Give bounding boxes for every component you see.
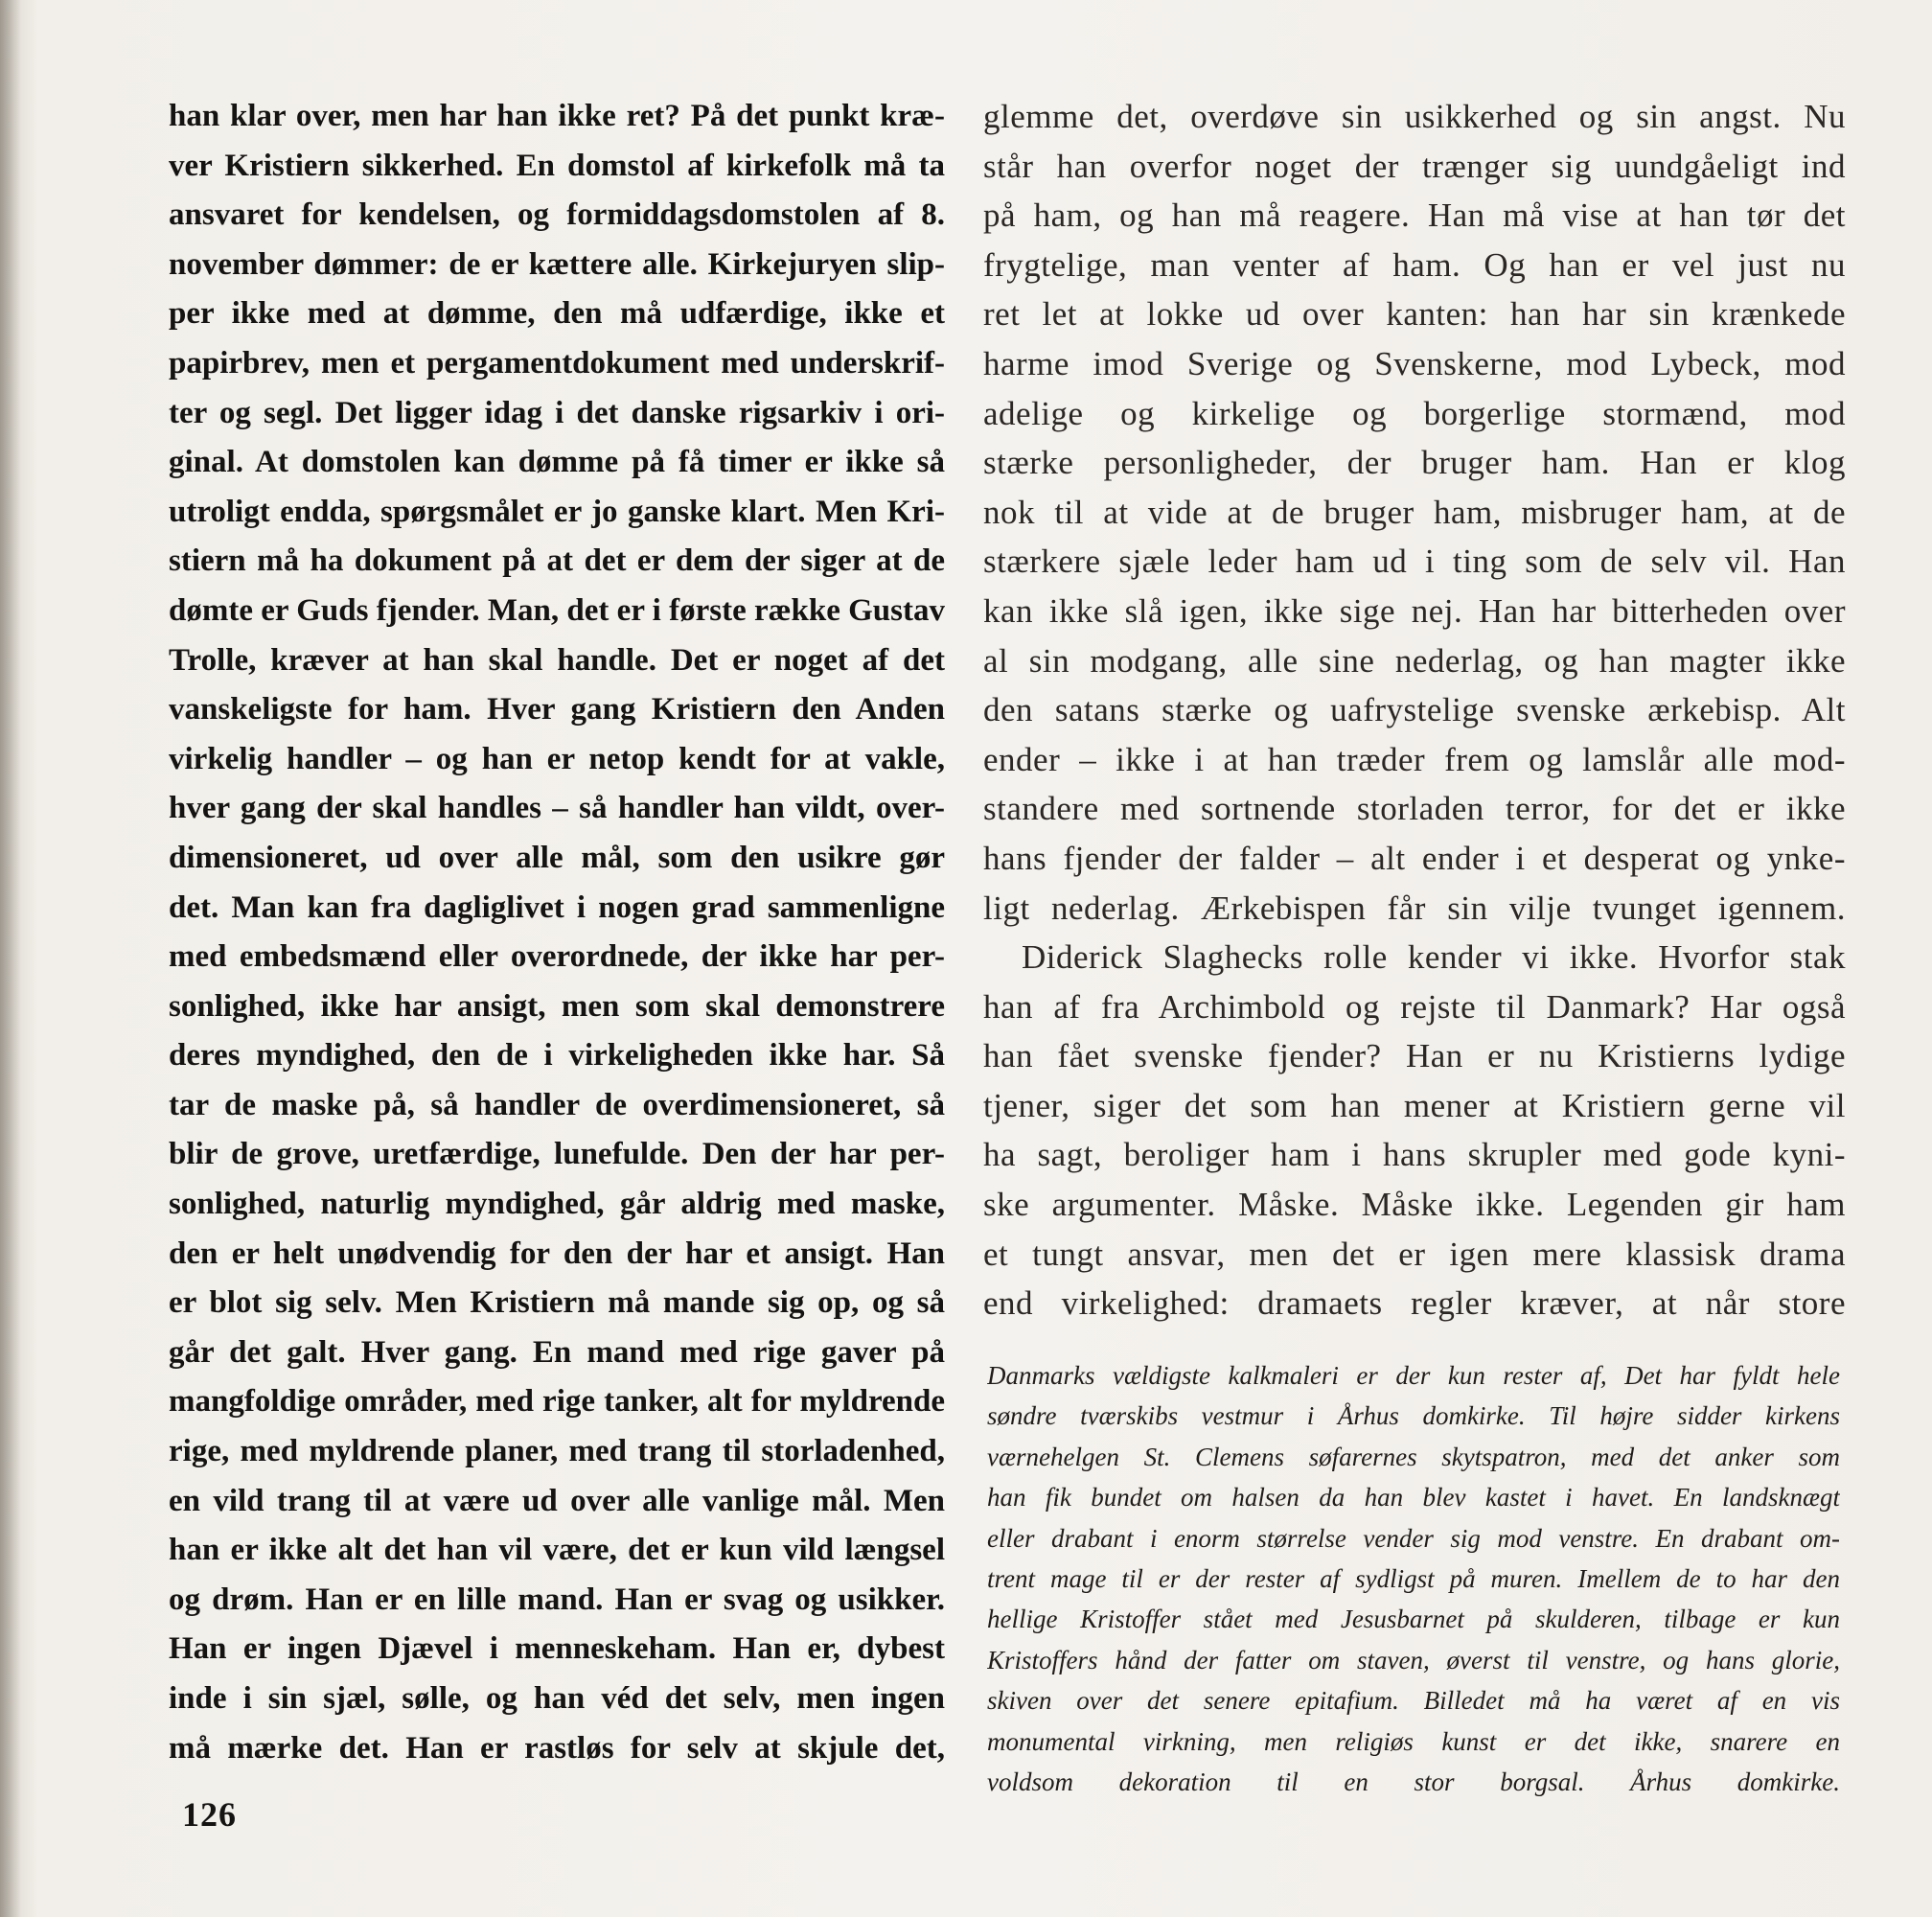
- left-text-column: [169, 92, 945, 1773]
- text-line: hans fjender der falder – alt ender i et desperat og ynke-: [983, 839, 1846, 877]
- right-text-column: [983, 92, 1846, 1328]
- text-line: ver Kristiern sikkerhed. En domstol af kirkefolk må ta: [169, 148, 945, 183]
- text-line: ansvaret for kendelsen, og formiddagsdomstolen af 8.: [169, 197, 945, 233]
- text-line: han af fra Archimbold og rejste til Danmark? Har også: [983, 987, 1846, 1026]
- caption-line: Kristoffers hånd der fatter om staven, øverst til venstre, og hans glorie,: [987, 1645, 1840, 1674]
- text-line: adelige og kirkelige og borgerlige stormænd, mod: [983, 394, 1846, 432]
- text-line: med embedsmænd eller overordnede, der ikke har per-: [169, 939, 945, 975]
- text-line: kan ikke slå igen, ikke sige nej. Han har bitterheden over: [983, 591, 1846, 630]
- text-line: han fået svenske fjender? Han er nu Kristierns lydige: [983, 1037, 1846, 1075]
- text-line: ligt nederlag. Ærkebispen får sin vilje tvunget igennem.: [983, 889, 1846, 927]
- text-line: Han er ingen Djævel i menneskeham. Han er, dybest: [169, 1631, 945, 1667]
- text-line: utroligt endda, spørgsmålet er jo ganske klart. Men Kri-: [169, 494, 945, 529]
- text-line: og drøm. Han er en lille mand. Han er svag og usikker.: [169, 1582, 945, 1617]
- caption-line: voldsom dekoration til en stor borgsal. Århus domkirke.: [987, 1767, 1840, 1796]
- text-line: dømte er Guds fjender. Man, det er i første række Gustav: [169, 592, 945, 628]
- text-line: rige, med myldrende planer, med trang til storladenhed,: [169, 1434, 945, 1469]
- text-line: stærkere sjæle leder ham ud i ting som de selv vil. Han: [983, 543, 1846, 581]
- text-line: er blot sig selv. Men Kristiern må mande sig op, og så: [169, 1285, 945, 1321]
- text-line: stærke personligheder, der bruger ham. Han er klog: [983, 444, 1846, 482]
- text-line: ha sagt, beroliger ham i hans skrupler med gode kyni-: [983, 1136, 1846, 1174]
- text-line: glemme det, overdøve sin usikkerhed og sin angst. Nu: [983, 98, 1846, 135]
- page-number: 126: [182, 1795, 237, 1834]
- text-line: ginal. At domstolen kan dømme på få timer er ikke så: [169, 445, 945, 480]
- text-line: al sin modgang, alle sine nederlag, og han magter ikke: [983, 641, 1846, 680]
- text-line: ender – ikke i at han træder frem og lamslår alle mod-: [983, 740, 1846, 778]
- caption-line: hellige Kristoffer stået med Jesusbarnet på skulderen, tilbage er kun: [987, 1605, 1840, 1634]
- text-line: dimensioneret, ud over alle mål, som den usikre gør: [169, 840, 945, 875]
- caption-line: eller drabant i enorm størrelse vender sig mod venstre. En drabant om-: [987, 1523, 1840, 1553]
- text-line: vanskeligste for ham. Hver gang Kristiern den Anden: [169, 692, 945, 728]
- text-line: går det galt. Hver gang. En mand med rige gaver på: [169, 1334, 945, 1370]
- text-line: han klar over, men har han ikke ret? På det punkt kræ-: [169, 99, 945, 133]
- text-line: tjener, siger det som han mener at Kristiern gerne vil: [983, 1086, 1846, 1124]
- text-line: det. Man kan fra dagliglivet i nogen grad sammenligne: [169, 889, 945, 925]
- text-line: stiern må ha dokument på at det er dem der siger at de: [169, 543, 945, 579]
- caption-line: søndre tværskibs vestmur i Århus domkirke. Til højre sidder kirkens: [987, 1401, 1840, 1431]
- text-line: per ikke med at dømme, den må udfærdige, ikke et: [169, 296, 945, 332]
- text-line: blir de grove, uretfærdige, lunefulde. Den der har per-: [169, 1137, 945, 1172]
- text-line: Trolle, kræver at han skal handle. Det er noget af det: [169, 642, 945, 678]
- text-line: inde i sin sjæl, sølle, og han véd det selv, men ingen: [169, 1681, 945, 1716]
- text-line: mangfoldige områder, med rige tanker, alt for myldrende: [169, 1384, 945, 1420]
- text-line: virkelig handler – og han er netop kendt for at vakle,: [169, 741, 945, 776]
- text-line: sonlighed, naturlig myndighed, går aldrig med maske,: [169, 1187, 945, 1222]
- caption-line: trent mage til er der rester af sydligst på muren. Imellem de to har den: [987, 1563, 1840, 1593]
- text-line: en vild trang til at være ud over alle vanlige mål. Men: [169, 1483, 945, 1518]
- caption-line: Danmarks vældigste kalkmaleri er der kun rester af, Det har fyldt hele: [987, 1361, 1840, 1390]
- text-line: ret let at lokke ud over kanten: han har sin krænkede: [983, 295, 1846, 334]
- caption-line: skiven over det senere epitafium. Billedet må ha været af en vis: [987, 1686, 1840, 1716]
- text-line: nok til at vide at de bruger ham, misbruger ham, at de: [983, 493, 1846, 531]
- text-line: på ham, og han må reagere. Han må vise at han tør det: [983, 196, 1846, 235]
- caption-line: værnehelgen St. Clemens søfarernes skytspatron, med det anker som: [987, 1442, 1840, 1471]
- text-line: et tungt ansvar, men det er igen mere klassisk drama: [983, 1235, 1846, 1273]
- text-line: ske argumenter. Måske. Måske ikke. Legenden gir ham: [983, 1186, 1846, 1224]
- text-line: november dømmer: de er kættere alle. Kirkejuryen slip-: [169, 246, 945, 282]
- text-line: står han overfor noget der trænger sig uundgåeligt ind: [983, 147, 1846, 185]
- text-line: deres myndighed, den de i virkeligheden ikke har. Så: [169, 1038, 945, 1074]
- caption-line: monumental virkning, men religiøs kunst er det ikke, snarere en: [987, 1726, 1840, 1756]
- text-line: han er ikke alt det han vil være, det er kun vild længsel: [169, 1533, 945, 1568]
- text-line: hver gang der skal handles – så handler han vildt, over-: [169, 791, 945, 826]
- text-line: frygtelige, man venter af ham. Og han er vel just nu: [983, 245, 1846, 284]
- text-line: den er helt unødvendig for den der har et ansigt. Han: [169, 1236, 945, 1271]
- text-line: må mærke det. Han er rastløs for selv at skjule det,: [169, 1730, 945, 1766]
- text-line: den satans stærke og uafrystelige svenske ærkebisp. Alt: [983, 691, 1846, 729]
- text-line: papirbrev, men et pergamentdokument med underskrif-: [169, 345, 945, 381]
- image-caption: [987, 1355, 1840, 1802]
- text-line: harme imod Sverige og Svenskerne, mod Lybeck, mod: [983, 344, 1846, 382]
- text-line: tar de maske på, så handler de overdimensioneret, så: [169, 1087, 945, 1122]
- text-line: standere med sortnende storladen terror, for det er ikke: [983, 790, 1846, 828]
- paragraph-start-line: Diderick Slaghecks rolle kender vi ikke. Hvorfor stak: [1022, 938, 1846, 977]
- text-line: sonlighed, ikke har ansigt, men som skal demonstrere: [169, 988, 945, 1024]
- text-line: end virkelighed: dramaets regler kræver, at når store: [983, 1284, 1846, 1323]
- binding-gutter: [0, 0, 21, 1917]
- caption-line: han fik bundet om halsen da han blev kastet i havet. En landsknægt: [987, 1483, 1840, 1513]
- text-line: ter og segl. Det ligger idag i det danske rigsarkiv i ori-: [169, 395, 945, 430]
